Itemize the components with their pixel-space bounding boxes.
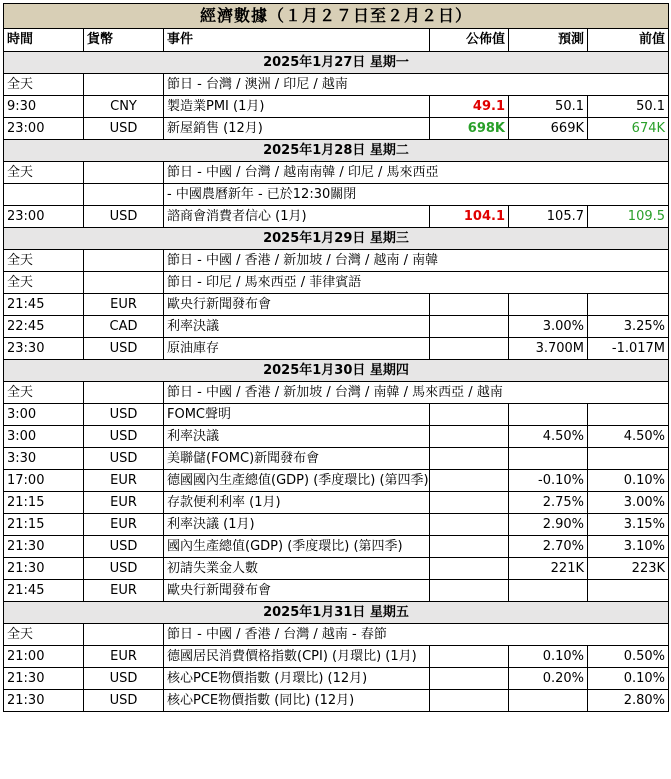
time-cell: 21:15 — [4, 492, 84, 514]
date-row — [4, 228, 669, 250]
currency-cell: EUR — [84, 492, 164, 514]
actual-cell — [430, 690, 509, 712]
actual-cell — [430, 492, 509, 514]
header-time: 時間 — [4, 29, 84, 52]
forecast-cell — [509, 690, 588, 712]
currency-cell: USD — [84, 118, 164, 140]
currency-cell: CNY — [84, 96, 164, 118]
currency-cell: USD — [84, 558, 164, 580]
table-row — [4, 162, 669, 184]
currency-cell: USD — [84, 206, 164, 228]
time-cell: 全天 — [4, 272, 84, 294]
currency-cell — [84, 250, 164, 272]
event-cell: 利率決議 — [164, 316, 430, 338]
date-label: 2025年1月30日 星期四 — [4, 360, 669, 382]
event-cell: 利率決議 (1月) — [164, 514, 430, 536]
time-cell: 全天 — [4, 382, 84, 404]
currency-cell: USD — [84, 536, 164, 558]
table-row — [4, 646, 669, 668]
forecast-cell: -0.10% — [509, 470, 588, 492]
forecast-cell: 669K — [509, 118, 588, 140]
actual-cell — [430, 404, 509, 426]
time-cell: 23:00 — [4, 118, 84, 140]
header-event: 事件 — [164, 29, 430, 52]
event-cell: 節日 - 中國 / 香港 / 新加坡 / 台灣 / 南韓 / 馬來西亞 / 越南 — [164, 382, 669, 404]
previous-cell: 0.50% — [588, 646, 669, 668]
actual-cell — [430, 580, 509, 602]
time-cell: 全天 — [4, 250, 84, 272]
previous-cell: 3.25% — [588, 316, 669, 338]
time-cell: 21:00 — [4, 646, 84, 668]
previous-cell — [588, 294, 669, 316]
table-row — [4, 382, 669, 404]
time-cell: 23:30 — [4, 338, 84, 360]
table-row — [4, 426, 669, 448]
table-row — [4, 338, 669, 360]
date-label: 2025年1月28日 星期二 — [4, 140, 669, 162]
currency-cell — [84, 624, 164, 646]
forecast-cell: 4.50% — [509, 426, 588, 448]
previous-cell: 50.1 — [588, 96, 669, 118]
forecast-cell: 3.700M — [509, 338, 588, 360]
event-cell: 諮商會消費者信心 (1月) — [164, 206, 430, 228]
actual-cell — [430, 646, 509, 668]
time-cell: 3:30 — [4, 448, 84, 470]
title-row — [4, 4, 669, 29]
forecast-cell — [509, 448, 588, 470]
table-row — [4, 470, 669, 492]
actual-cell — [430, 558, 509, 580]
time-cell: 21:30 — [4, 668, 84, 690]
currency-cell: USD — [84, 448, 164, 470]
table-row — [4, 404, 669, 426]
event-cell: 歐央行新聞發布會 — [164, 580, 430, 602]
previous-cell: 3.10% — [588, 536, 669, 558]
event-cell: 核心PCE物價指數 (同比) (12月) — [164, 690, 430, 712]
event-cell: 核心PCE物價指數 (月環比) (12月) — [164, 668, 430, 690]
event-cell: 利率決議 — [164, 426, 430, 448]
currency-cell — [84, 272, 164, 294]
event-cell: 德國居民消費價格指數(CPI) (月環比) (1月) — [164, 646, 430, 668]
time-cell: 3:00 — [4, 426, 84, 448]
forecast-cell — [509, 580, 588, 602]
actual-cell — [430, 338, 509, 360]
previous-cell: 0.10% — [588, 668, 669, 690]
forecast-cell: 2.70% — [509, 536, 588, 558]
currency-cell — [84, 184, 164, 206]
forecast-cell: 3.00% — [509, 316, 588, 338]
actual-cell — [430, 294, 509, 316]
header-currency: 貨幣 — [84, 29, 164, 52]
time-cell: 23:00 — [4, 206, 84, 228]
time-cell: 21:15 — [4, 514, 84, 536]
actual-cell — [430, 448, 509, 470]
actual-cell: 698K — [430, 118, 509, 140]
forecast-cell: 2.90% — [509, 514, 588, 536]
forecast-cell: 105.7 — [509, 206, 588, 228]
event-cell: 節日 - 中國 / 台灣 / 越南南韓 / 印尼 / 馬來西亞 — [164, 162, 669, 184]
event-cell: 存款便利利率 (1月) — [164, 492, 430, 514]
actual-cell: 104.1 — [430, 206, 509, 228]
time-cell: 全天 — [4, 162, 84, 184]
table-row — [4, 74, 669, 96]
event-cell: 原油庫存 — [164, 338, 430, 360]
currency-cell: USD — [84, 690, 164, 712]
time-cell: 17:00 — [4, 470, 84, 492]
actual-cell — [430, 536, 509, 558]
date-row — [4, 52, 669, 74]
actual-cell — [430, 470, 509, 492]
currency-cell: EUR — [84, 294, 164, 316]
time-cell — [4, 184, 84, 206]
forecast-cell: 0.20% — [509, 668, 588, 690]
table-row — [4, 580, 669, 602]
event-cell: 節日 - 中國 / 香港 / 新加坡 / 台灣 / 越南 / 南韓 — [164, 250, 669, 272]
actual-cell — [430, 316, 509, 338]
date-label: 2025年1月27日 星期一 — [4, 52, 669, 74]
time-cell: 3:00 — [4, 404, 84, 426]
time-cell: 22:45 — [4, 316, 84, 338]
time-cell: 21:45 — [4, 294, 84, 316]
date-row — [4, 602, 669, 624]
currency-cell: USD — [84, 338, 164, 360]
table-row — [4, 536, 669, 558]
forecast-cell: 221K — [509, 558, 588, 580]
date-label: 2025年1月31日 星期五 — [4, 602, 669, 624]
header-row — [4, 29, 669, 52]
actual-cell: 49.1 — [430, 96, 509, 118]
currency-cell — [84, 74, 164, 96]
table-row — [4, 668, 669, 690]
time-cell: 21:30 — [4, 690, 84, 712]
table-row — [4, 184, 669, 206]
previous-cell: 4.50% — [588, 426, 669, 448]
actual-cell — [430, 426, 509, 448]
table-row — [4, 492, 669, 514]
event-cell: 國內生產總值(GDP) (季度環比) (第四季) — [164, 536, 430, 558]
currency-cell: EUR — [84, 646, 164, 668]
event-cell: 歐央行新聞發布會 — [164, 294, 430, 316]
table-row — [4, 250, 669, 272]
previous-cell: 3.00% — [588, 492, 669, 514]
event-cell: 節日 - 中國 / 香港 / 台灣 / 越南 - 春節 — [164, 624, 669, 646]
forecast-cell: 2.75% — [509, 492, 588, 514]
actual-cell — [430, 668, 509, 690]
event-cell: FOMC聲明 — [164, 404, 430, 426]
previous-cell: 2.80% — [588, 690, 669, 712]
previous-cell: -1.017M — [588, 338, 669, 360]
previous-cell: 674K — [588, 118, 669, 140]
actual-cell — [430, 514, 509, 536]
table-row — [4, 514, 669, 536]
time-cell: 全天 — [4, 74, 84, 96]
currency-cell: USD — [84, 426, 164, 448]
forecast-cell: 50.1 — [509, 96, 588, 118]
table-row — [4, 96, 669, 118]
currency-cell: USD — [84, 668, 164, 690]
time-cell: 21:30 — [4, 558, 84, 580]
header-forecast: 預測 — [509, 29, 588, 52]
event-cell: 節日 - 台灣 / 澳洲 / 印尼 / 越南 — [164, 74, 669, 96]
previous-cell: 3.15% — [588, 514, 669, 536]
date-row — [4, 140, 669, 162]
table-row — [4, 272, 669, 294]
economic-calendar-table — [3, 3, 669, 712]
event-cell: 德國國內生產總值(GDP) (季度環比) (第四季) — [164, 470, 430, 492]
currency-cell: EUR — [84, 470, 164, 492]
table-row — [4, 448, 669, 470]
table-row — [4, 294, 669, 316]
date-row — [4, 360, 669, 382]
event-cell: - 中國農曆新年 - 已於12:30關閉 — [164, 184, 669, 206]
header-previous: 前值 — [588, 29, 669, 52]
page-title: 經濟數據（１月２７日至２月２日） — [4, 4, 669, 29]
event-cell: 製造業PMI (1月) — [164, 96, 430, 118]
event-cell: 美聯儲(FOMC)新聞發布會 — [164, 448, 430, 470]
previous-cell — [588, 580, 669, 602]
forecast-cell — [509, 294, 588, 316]
table-row — [4, 558, 669, 580]
previous-cell: 0.10% — [588, 470, 669, 492]
currency-cell — [84, 162, 164, 184]
time-cell: 21:30 — [4, 536, 84, 558]
previous-cell — [588, 404, 669, 426]
table-row — [4, 206, 669, 228]
currency-cell: EUR — [84, 514, 164, 536]
table-row — [4, 118, 669, 140]
currency-cell: USD — [84, 404, 164, 426]
event-cell: 節日 - 印尼 / 馬來西亞 / 菲律賓語 — [164, 272, 669, 294]
previous-cell: 109.5 — [588, 206, 669, 228]
table-row — [4, 624, 669, 646]
event-cell: 新屋銷售 (12月) — [164, 118, 430, 140]
previous-cell: 223K — [588, 558, 669, 580]
header-actual: 公佈值 — [430, 29, 509, 52]
time-cell: 全天 — [4, 624, 84, 646]
forecast-cell: 0.10% — [509, 646, 588, 668]
table-row — [4, 690, 669, 712]
currency-cell — [84, 382, 164, 404]
time-cell: 9:30 — [4, 96, 84, 118]
table-row — [4, 316, 669, 338]
currency-cell: EUR — [84, 580, 164, 602]
date-label: 2025年1月29日 星期三 — [4, 228, 669, 250]
event-cell: 初請失業金人數 — [164, 558, 430, 580]
time-cell: 21:45 — [4, 580, 84, 602]
previous-cell — [588, 448, 669, 470]
forecast-cell — [509, 404, 588, 426]
currency-cell: CAD — [84, 316, 164, 338]
